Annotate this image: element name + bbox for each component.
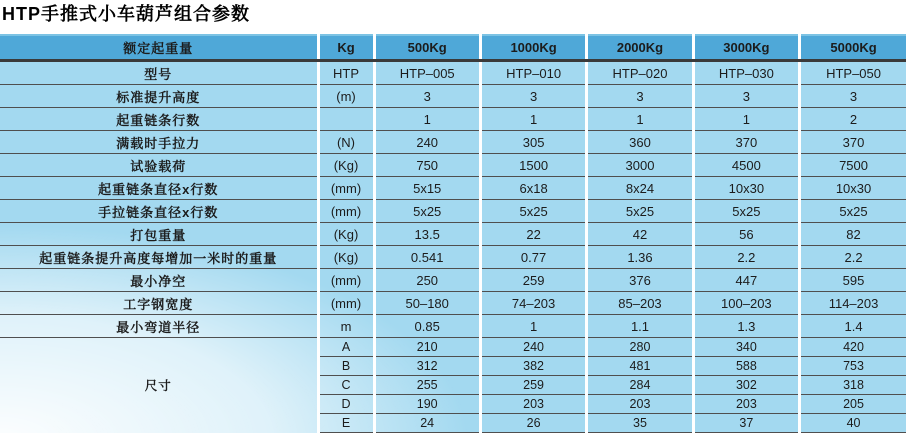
value-cell: 5x25: [587, 200, 693, 223]
value-cell: 10x30: [800, 177, 906, 200]
row-unit-cell: m: [318, 315, 374, 338]
value-cell: 259: [480, 376, 586, 395]
value-cell: 280: [587, 338, 693, 357]
row-unit-cell: (Kg): [318, 154, 374, 177]
value-cell: 56: [693, 223, 799, 246]
value-cell: 1.1: [587, 315, 693, 338]
value-cell: 50–180: [374, 292, 480, 315]
value-cell: 312: [374, 357, 480, 376]
value-cell: 382: [480, 357, 586, 376]
row-label-cell: 起重链条直径x行数: [0, 177, 318, 200]
value-cell: 1: [480, 108, 586, 131]
value-cell: 5x25: [374, 200, 480, 223]
row-unit-cell: (m): [318, 85, 374, 108]
value-cell: 447: [693, 269, 799, 292]
table-body: [0, 61, 906, 433]
value-cell: 753: [800, 357, 906, 376]
row-label-cell: 打包重量: [0, 223, 318, 246]
table-header-row: [0, 35, 906, 61]
value-cell: 4500: [693, 154, 799, 177]
header-unit-cell: Kg: [318, 35, 374, 61]
value-cell: 100–203: [693, 292, 799, 315]
value-cell: 26: [480, 414, 586, 433]
value-cell: 0.85: [374, 315, 480, 338]
row-unit-cell: HTP: [318, 61, 374, 85]
value-cell: 24: [374, 414, 480, 433]
value-cell: 1: [693, 108, 799, 131]
row-label-cell: 起重链条行数: [0, 108, 318, 131]
value-cell: 5x15: [374, 177, 480, 200]
table-row: [0, 85, 906, 108]
table-header: [0, 35, 906, 61]
header-capacity-cell: 2000Kg: [587, 35, 693, 61]
value-cell: 240: [480, 338, 586, 357]
value-cell: 340: [693, 338, 799, 357]
value-cell: 8x24: [587, 177, 693, 200]
value-cell: 481: [587, 357, 693, 376]
value-cell: 3: [374, 85, 480, 108]
value-cell: 22: [480, 223, 586, 246]
value-cell: 5x25: [800, 200, 906, 223]
table-row: [0, 223, 906, 246]
value-cell: HTP–050: [800, 61, 906, 85]
spec-table: [0, 34, 906, 433]
dimension-key-cell: C: [318, 376, 374, 395]
table-row: [0, 154, 906, 177]
row-label-cell: 试验载荷: [0, 154, 318, 177]
value-cell: 74–203: [480, 292, 586, 315]
value-cell: 203: [693, 395, 799, 414]
dimension-key-cell: D: [318, 395, 374, 414]
value-cell: 3: [587, 85, 693, 108]
value-cell: 1: [374, 108, 480, 131]
value-cell: 5x25: [480, 200, 586, 223]
value-cell: 420: [800, 338, 906, 357]
value-cell: 370: [800, 131, 906, 154]
table-row: [0, 131, 906, 154]
value-cell: 205: [800, 395, 906, 414]
table-row: [0, 177, 906, 200]
value-cell: 82: [800, 223, 906, 246]
value-cell: 190: [374, 395, 480, 414]
row-unit-cell: (mm): [318, 200, 374, 223]
dimension-key-cell: B: [318, 357, 374, 376]
value-cell: 284: [587, 376, 693, 395]
header-capacity-cell: 1000Kg: [480, 35, 586, 61]
table-row: [0, 292, 906, 315]
value-cell: 203: [587, 395, 693, 414]
value-cell: 250: [374, 269, 480, 292]
dimension-key-cell: E: [318, 414, 374, 433]
row-label-cell: 手拉链条直径x行数: [0, 200, 318, 223]
value-cell: 1500: [480, 154, 586, 177]
row-unit-cell: (mm): [318, 177, 374, 200]
value-cell: 2.2: [800, 246, 906, 269]
value-cell: 7500: [800, 154, 906, 177]
value-cell: 1: [587, 108, 693, 131]
page-title: HTP手推式小车葫芦组合参数: [2, 4, 250, 24]
row-unit-cell: [318, 108, 374, 131]
row-label-cell: 最小弯道半径: [0, 315, 318, 338]
value-cell: 10x30: [693, 177, 799, 200]
value-cell: 40: [800, 414, 906, 433]
value-cell: 6x18: [480, 177, 586, 200]
row-label-cell: 型号: [0, 61, 318, 85]
value-cell: 595: [800, 269, 906, 292]
value-cell: 0.541: [374, 246, 480, 269]
table-row: [0, 200, 906, 223]
header-capacity-cell: 5000Kg: [800, 35, 906, 61]
value-cell: HTP–005: [374, 61, 480, 85]
header-label-cell: 额定起重量: [0, 35, 318, 61]
value-cell: 259: [480, 269, 586, 292]
table-row: [0, 315, 906, 338]
value-cell: 255: [374, 376, 480, 395]
value-cell: 360: [587, 131, 693, 154]
table-row: [0, 246, 906, 269]
row-label-cell: 最小净空: [0, 269, 318, 292]
value-cell: 85–203: [587, 292, 693, 315]
value-cell: 1: [480, 315, 586, 338]
row-unit-cell: (N): [318, 131, 374, 154]
value-cell: 2: [800, 108, 906, 131]
row-label-cell: 工字钢宽度: [0, 292, 318, 315]
page: [0, 4, 906, 436]
row-label-cell: 满载时手拉力: [0, 131, 318, 154]
value-cell: 302: [693, 376, 799, 395]
value-cell: 114–203: [800, 292, 906, 315]
value-cell: 5x25: [693, 200, 799, 223]
row-unit-cell: (Kg): [318, 223, 374, 246]
table-row: [0, 108, 906, 131]
table-row: [0, 61, 906, 85]
row-unit-cell: (mm): [318, 269, 374, 292]
value-cell: 3: [800, 85, 906, 108]
value-cell: 1.4: [800, 315, 906, 338]
value-cell: 318: [800, 376, 906, 395]
value-cell: 3000: [587, 154, 693, 177]
dimension-row: [0, 338, 906, 357]
header-capacity-cell: 500Kg: [374, 35, 480, 61]
value-cell: 376: [587, 269, 693, 292]
dimensions-label-cell: 尺寸: [0, 338, 318, 433]
row-unit-cell: (Kg): [318, 246, 374, 269]
value-cell: 210: [374, 338, 480, 357]
value-cell: 3: [480, 85, 586, 108]
header-capacity-cell: 3000Kg: [693, 35, 799, 61]
value-cell: 3: [693, 85, 799, 108]
row-unit-cell: (mm): [318, 292, 374, 315]
value-cell: 13.5: [374, 223, 480, 246]
value-cell: 588: [693, 357, 799, 376]
dimension-key-cell: A: [318, 338, 374, 357]
value-cell: 750: [374, 154, 480, 177]
value-cell: 370: [693, 131, 799, 154]
table-row: [0, 269, 906, 292]
value-cell: HTP–020: [587, 61, 693, 85]
value-cell: 0.77: [480, 246, 586, 269]
value-cell: HTP–010: [480, 61, 586, 85]
value-cell: 42: [587, 223, 693, 246]
value-cell: 37: [693, 414, 799, 433]
value-cell: 305: [480, 131, 586, 154]
value-cell: 1.3: [693, 315, 799, 338]
value-cell: 240: [374, 131, 480, 154]
value-cell: 1.36: [587, 246, 693, 269]
row-label-cell: 标准提升高度: [0, 85, 318, 108]
value-cell: HTP–030: [693, 61, 799, 85]
value-cell: 35: [587, 414, 693, 433]
value-cell: 203: [480, 395, 586, 414]
row-label-cell: 起重链条提升高度每增加一米时的重量: [0, 246, 318, 269]
value-cell: 2.2: [693, 246, 799, 269]
